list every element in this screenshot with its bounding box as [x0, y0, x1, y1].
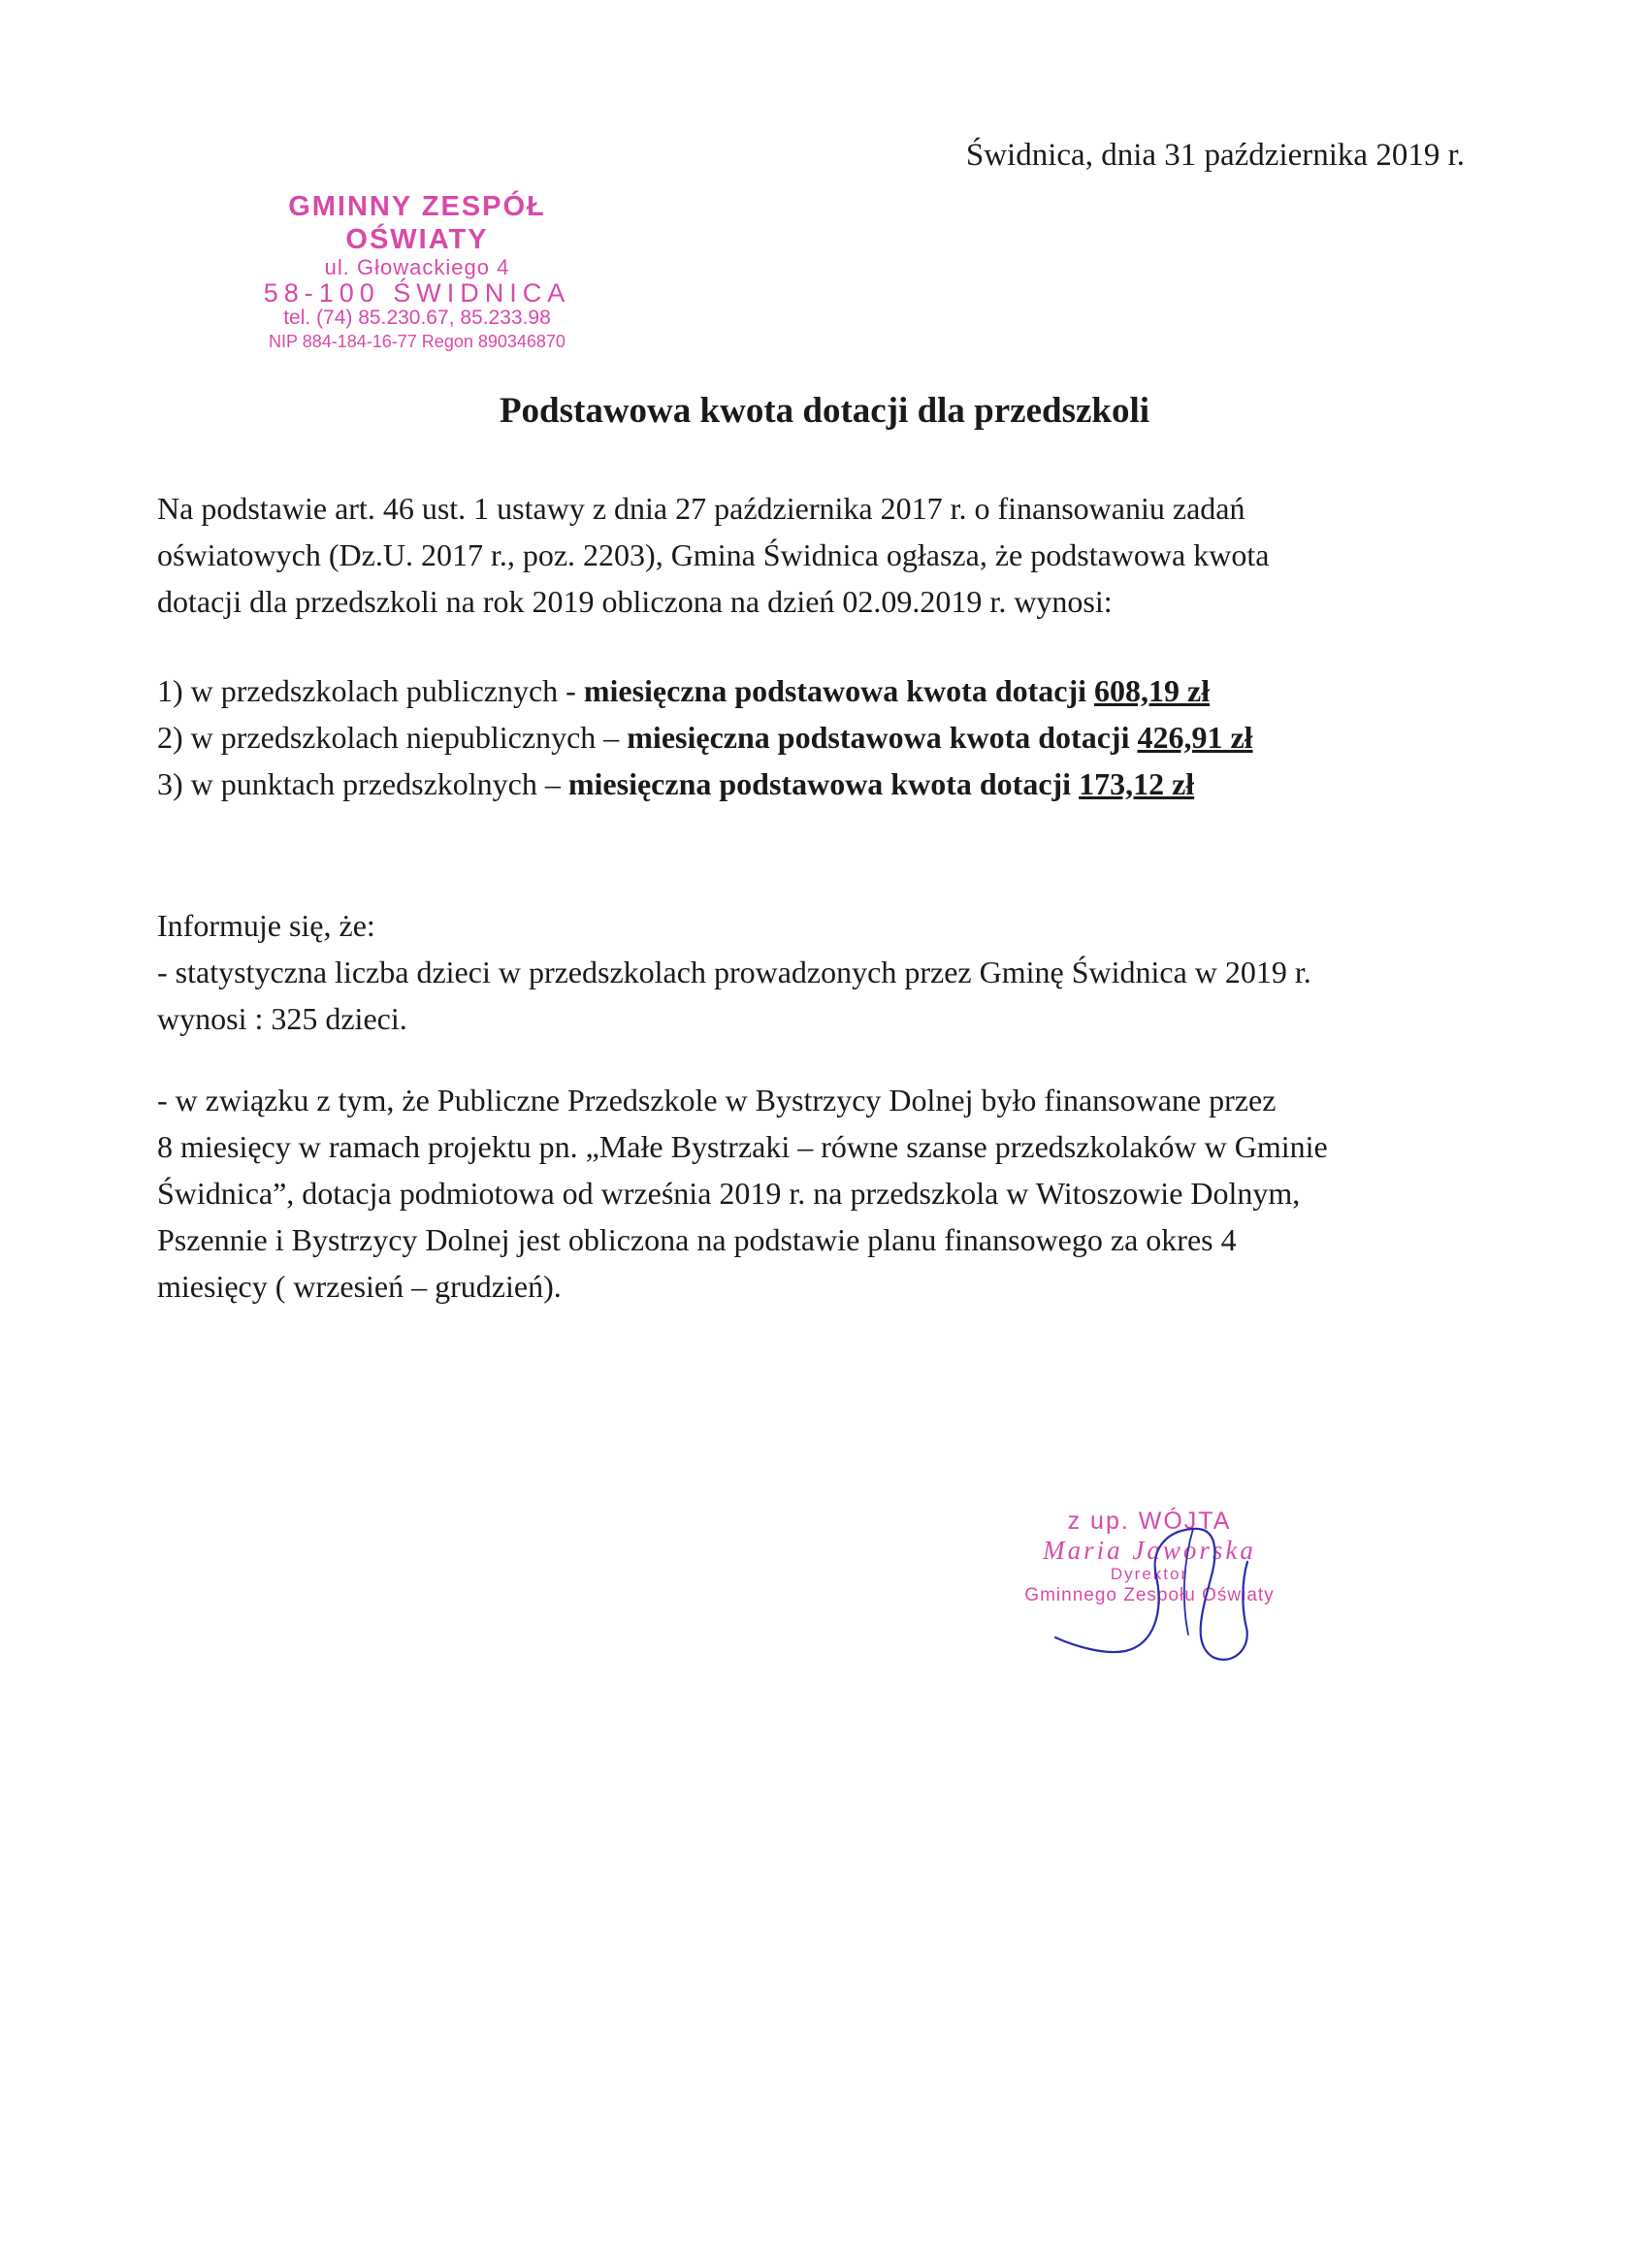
info-line: - statystyczna liczba dzieci w przedszkolach prowadzonych przez Gminę Świdnica w 2019 r. — [157, 955, 1311, 989]
note-line: miesięcy ( wrzesień – grudzień). — [157, 1269, 562, 1304]
date-line: Świdnica, dnia 31 października 2019 r. — [965, 138, 1465, 173]
signature-position: Dyrektor — [1110, 1565, 1189, 1583]
item-amount: 173,12 zł — [1079, 766, 1195, 801]
item-prefix: 2) w przedszkolach niepublicznych – — [157, 720, 628, 755]
stamp-nip-regon: NIP 884-184-16-77 Regon 890346870 — [269, 332, 566, 351]
organization-stamp — [233, 190, 601, 353]
stamp-city: 58-100 ŚWIDNICA — [263, 278, 571, 308]
item-label: miesięczna podstawowa kwota dotacji — [567, 766, 1080, 801]
item-amount: 608,19 zł — [1094, 673, 1211, 708]
stamp-org-name: GMINNY ZESPÓŁ OŚWIATY — [288, 191, 546, 255]
signature-authority: z up. WÓJTA — [1067, 1507, 1232, 1535]
intro-line: Na podstawie art. 46 ust. 1 ustawy z dnia 27 października 2017 r. o finansowaniu zadań — [157, 491, 1245, 526]
handwritten-signature-icon — [1048, 1523, 1280, 1669]
stamp-phone: tel. (74) 85.230.67, 85.233.98 — [283, 307, 551, 329]
note-line: Pszennie i Bystrzycy Dolnej jest obliczona na podstawie planu finansowego za okres 4 — [157, 1222, 1237, 1257]
item-prefix: 1) w przedszkolach publicznych - — [157, 673, 584, 708]
intro-paragraph — [157, 485, 1515, 625]
note-line: 8 miesięcy w ramach projektu pn. „Małe Bystrzaki – równe szanse przedszkolaków w Gminie — [157, 1129, 1328, 1164]
list-item — [157, 667, 1515, 714]
item-label: miesięczna podstawowa kwota dotacji — [627, 720, 1138, 755]
intro-line: dotacji dla przedszkoli na rok 2019 obliczona na dzień 02.09.2019 r. wynosi: — [157, 584, 1113, 619]
list-item — [157, 761, 1515, 807]
subsidy-list — [157, 667, 1515, 807]
info-paragraph — [157, 902, 1515, 1042]
note-paragraph — [157, 1077, 1515, 1310]
document-title: Podstawowa kwota dotacji dla przedszkoli — [499, 391, 1150, 431]
item-label: miesięczna podstawowa kwota dotacji — [583, 673, 1095, 708]
item-amount: 426,91 zł — [1137, 720, 1253, 755]
item-prefix: 3) w punktach przedszkolnych – — [157, 766, 568, 801]
signature-organization: Gminnego Zespołu Oświaty — [1024, 1585, 1275, 1605]
list-item — [157, 714, 1515, 761]
note-line: Świdnica”, dotacja podmiotowa od września 2019 r. na przedszkola w Witoszowie Dolnym, — [157, 1176, 1301, 1211]
note-line: - w związku z tym, że Publiczne Przedszkole w Bystrzycy Dolnej było finansowane przez — [157, 1083, 1277, 1118]
signature-name: Maria Jaworska — [1043, 1536, 1256, 1565]
info-line: Informuje się, że: — [157, 908, 375, 943]
info-line: wynosi : 325 dzieci. — [157, 1001, 407, 1036]
intro-line: oświatowych (Dz.U. 2017 r., poz. 2203), Gmina Świdnica ogłasza, że podstawowa kwota — [157, 537, 1270, 572]
stamp-street: ul. Głowackiego 4 — [324, 255, 510, 279]
